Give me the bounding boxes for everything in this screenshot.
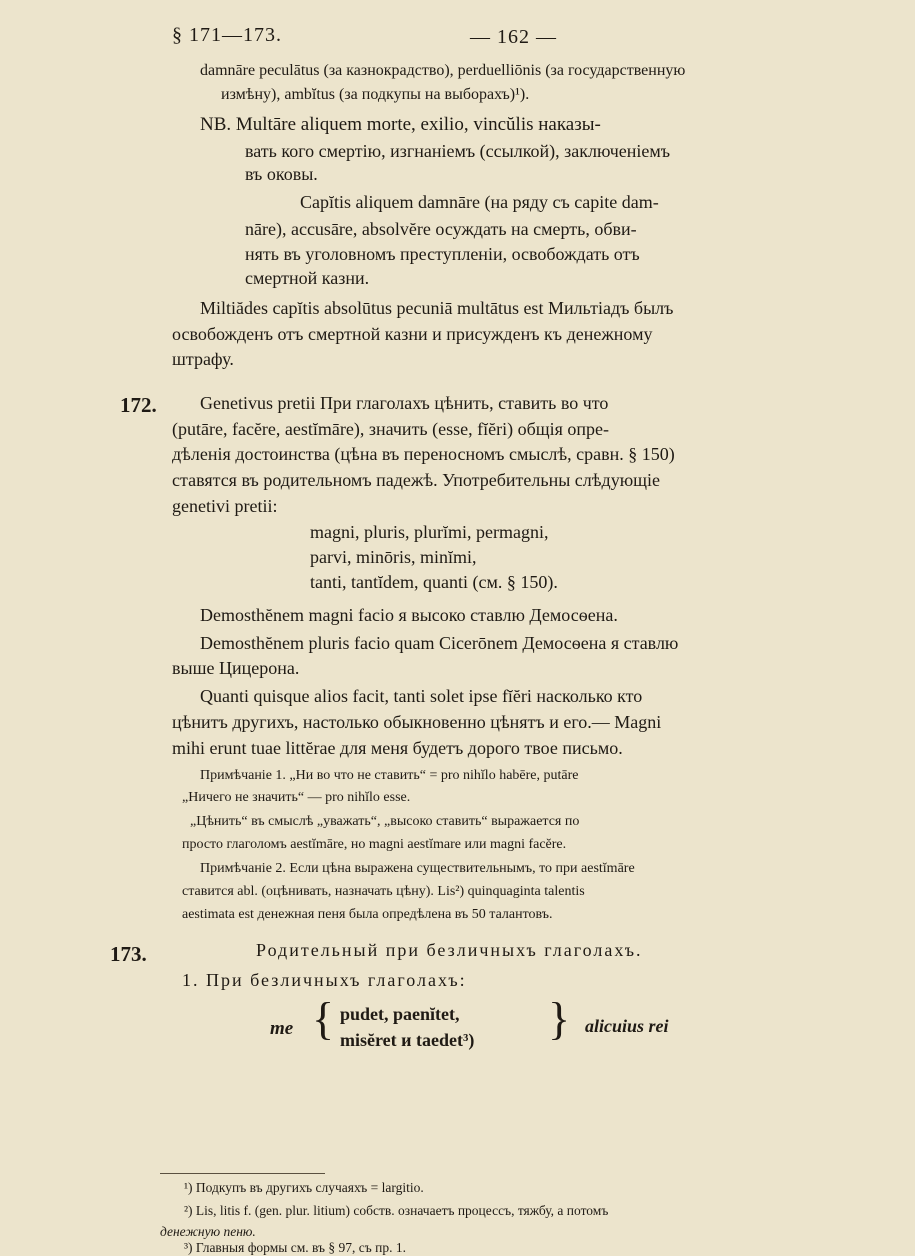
section-number: 172. [120,393,157,417]
example-line: цѣнитъ другихъ, настолько обыкновенно цѣнятъ и его.— Magni [172,712,662,732]
note-line: „Цѣнить“ въ смыслѣ „уважать“, „высоко ставить“ выражается по [190,814,580,829]
footnote: ¹) Подкупъ въ другихъ случаяхъ = largitio. [184,1180,424,1195]
example-line: выше Цицерона. [172,658,300,678]
subsection-title: 1. При безличныхъ глаголахъ: [182,970,467,990]
example-line: штрафу. [172,349,234,369]
example-line: mihi erunt tuae littĕrae для меня будетъ дорого твое письмо. [172,738,623,758]
section-title: Родительный при безличныхъ глаголахъ. [256,940,643,960]
footnote: ³) Главныя формы см. въ § 97, съ пр. 1. [184,1240,406,1255]
capitis-line: nāre), accusāre, absolvĕre осуждать на смерть, обви- [245,219,637,239]
section-range: § 171—173. [172,24,282,46]
capitis-line: нять въ уголовномъ преступленіи, освобождать отъ [245,244,640,264]
example-line: Miltiădes capĭtis absolūtus pecuniā multātus est Мильтіадъ былъ [200,298,674,318]
genetivi-list-item: tanti, tantĭdem, quanti (см. § 150). [310,572,558,592]
formula-me: me [270,1018,294,1039]
text-line: damnāre peculātus (за казнокрадство), perduelliōnis (за государственную [200,62,686,79]
example-line: Quanti quisque alios facit, tanti solet ipse fĭĕri насколько кто [200,686,643,706]
footnote-rule [160,1173,325,1174]
page-number: — 162 — [470,26,557,48]
note-line: Примѣчаніе 2. Если цѣна выражена существительнымъ, то при aestĭmāre [200,861,635,876]
note-line: „Ничего не значить“ — pro nihĭlo esse. [182,790,411,805]
note-line: просто глаголомъ aestĭmāre, но magni aestĭmare или magni facĕre. [182,837,567,852]
footnote: денежную пеню. [160,1224,256,1239]
note-line: ставится abl. (оцѣнивать, назначать цѣну). Lis²) quinquaginta talentis [182,884,585,899]
example-line: Demosthĕnem pluris facio quam Cicerōnem Демосѳена я ставлю [200,633,679,653]
paragraph-line: Genetivus pretii При глаголахъ цѣнить, ставить во что [200,393,609,413]
section-number: 173. [110,942,147,966]
formula-object: alicuius rei [585,1016,669,1036]
genetivi-list-item: magni, pluris, plurĭmi, permagni, [310,522,549,542]
paragraph-line: genetivi pretii: [172,496,278,516]
nb-line: вать кого смертію, изгнаніемъ (ссылкой), заключеніемъ [245,141,671,161]
formula-verb: misĕret и taedet³) [340,1030,475,1050]
capitis-line: смертной казни. [245,268,370,288]
footnote: ²) Lis, litis f. (gen. plur. litium) собств. означаетъ процессъ, тяжбу, а потомъ [184,1203,609,1218]
left-brace: { [312,993,335,1044]
example-line: освобожденъ отъ смертной казни и присужденъ къ денежному [172,324,653,344]
paragraph-line: ставятся въ родительномъ падежѣ. Употребительны слѣдующіе [172,470,661,490]
genetivi-list-item: parvi, minōris, minĭmi, [310,547,477,567]
nb-line: NB. Multāre aliquem morte, exilio, vincŭlis наказы- [200,114,601,135]
right-brace: } [548,993,571,1044]
paragraph-line: дѣленія достоинства (цѣна въ переносномъ смыслѣ, сравн. § 150) [172,444,675,464]
formula-verb: pudet, paenĭtet, [340,1004,460,1024]
note-line: Примѣчаніе 1. „Ни во что не ставить“ = pro nihĭlo habēre, putāre [200,768,579,783]
nb-line: въ оковы. [245,164,318,184]
example-line: Demosthĕnem magni facio я высоко ставлю Демосѳена. [200,605,618,625]
note-line: aestimata est денежная пеня была опредѣлена въ 50 талантовъ. [182,907,553,922]
text-line: измѣну), ambĭtus (за подкупы на выборахъ)¹). [221,86,530,103]
paragraph-line: (putāre, facĕre, aestĭmāre), значить (esse, fĭĕri) общія опре- [172,419,610,439]
capitis-line: Capĭtis aliquem damnāre (на ряду съ capite dam- [300,192,659,212]
